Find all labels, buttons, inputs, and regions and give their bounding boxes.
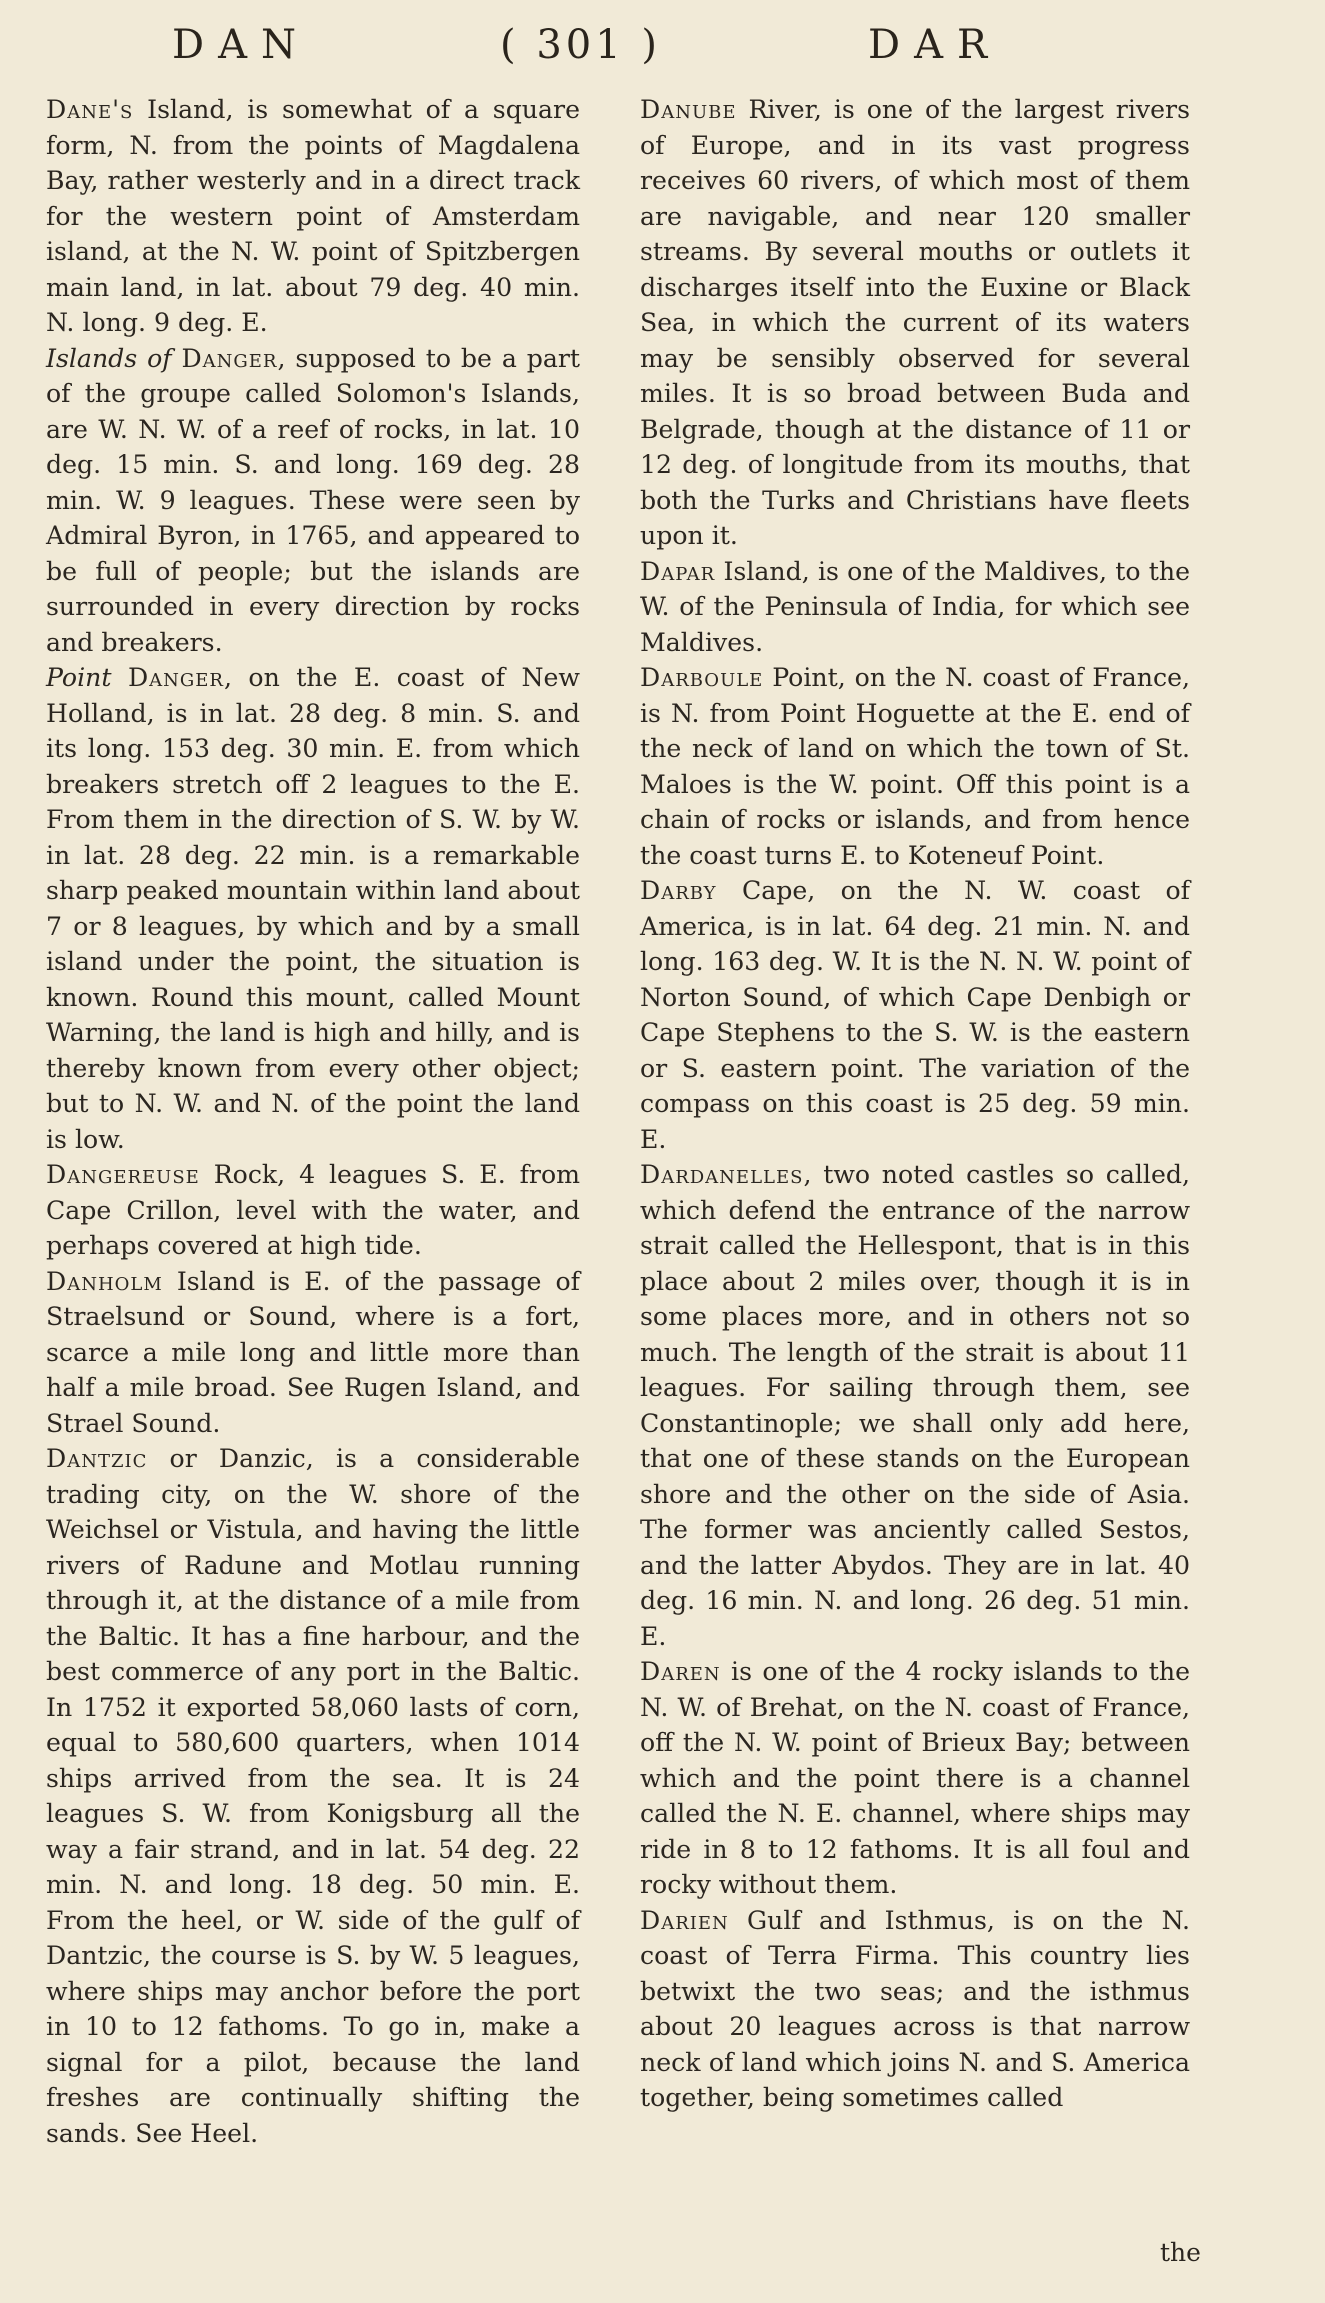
page-number: ( 301 ): [500, 22, 661, 68]
entry-text: Island, is somewhat of a square form, N. from the points of Magdalena Bay, rather westerly and in a direct track for the western point of Amsterdam island, at the N. W. point of Spitzbergen main land, in lat. about 79 deg. 40 min. N. long. 9 deg. E.: [46, 95, 580, 337]
dictionary-entry: [46, 341, 580, 661]
entry-text: Point, on the N. coast of France, is N. from Point Hoguette at the E. end of the neck of land on which the town of St. Maloes is the W. point. Off this point is a chain of rocks or islands, and from hence the coast turns E. to Koteneuf Point.: [640, 663, 1190, 870]
entry-headword: Darboule: [640, 663, 764, 692]
dictionary-entry: [640, 92, 1190, 554]
entry-headword: Daren: [640, 1657, 721, 1686]
entry-prefix: Islands of: [46, 343, 182, 373]
dictionary-entry: [46, 1264, 580, 1442]
entry-headword: Danube: [640, 95, 737, 124]
entry-text: Island is E. of the passage of Straelsund or Sound, where is a fort, scarce a mile long and little more than half a mile broad. See Rugen Island, and Strael Sound.: [46, 1266, 580, 1438]
entry-text: River, is one of the largest rivers of Europe, and in its vast progress receives 60 rivers, of which most of them are navigable, and near 120 smaller streams. By several mouths or outlets it discharges itself into the Euxine or Black Sea, in which the current of its waters may be sensibly observed for several miles. It is so broad between Buda and Belgrade, though at the distance of 11 or 12 deg. of longitude from its mouths, that both the Turks and Christians have fleets upon it.: [640, 95, 1190, 550]
entry-text: Rock, 4 leagues S. E. from Cape Crillon, level with the water, and perhaps covered at high tide.: [46, 1160, 580, 1260]
entry-text: Island, is one of the Maldives, to the W. of the Peninsula of India, for which see Maldives.: [640, 556, 1190, 657]
entry-headword: Dane's: [46, 95, 134, 124]
entry-text: , on the E. coast of New Holland, is in lat. 28 deg. 8 min. S. and its long. 153 deg. 30 min. E. from which breakers stretch off 2 leagues to the E. From them in the direction of S. W. by W. in lat. 28 deg. 22 min. is a remarkable sharp peaked mountain within land about 7 or 8 leagues, by which and by a small island under the point, the situation is known. Round this mount, called Mount Warning, the land is high and hilly, and is thereby known from every other object; but to N. W. and N. of the point the land is low.: [46, 663, 580, 1154]
right-text-column: [640, 92, 1190, 2116]
entry-text: , supposed to be a part of the groupe called Solomon's Islands, are W. N. W. of a reef of rocks, in lat. 10 deg. 15 min. S. and long. 169 deg. 28 min. W. 9 leagues. These were seen by Admiral Byron, in 1765, and appeared to be full of people; but the islands are surrounded in every direction by rocks and breakers.: [46, 343, 581, 657]
dictionary-entry: [46, 92, 580, 341]
running-head-left: DAN: [172, 22, 310, 68]
entry-text: Gulf and Isthmus, is on the N. coast of Terra Firma. This country lies betwixt the two seas; and the isthmus about 20 leagues across is that narrow neck of land which joins N. and S. America together, being sometimes called: [640, 1905, 1190, 2112]
entry-headword: Danger: [127, 663, 224, 692]
dictionary-entry: [640, 554, 1190, 661]
entry-headword: Darien: [640, 1905, 729, 1935]
running-head-right: DAR: [868, 22, 1002, 68]
entry-text: or Danzic, is a considerable trading city, on the W. shore of the Weichsel or Vistula, and having the little rivers of Radune and Motlau running through it, at the distance of a mile from the Baltic. It has a fine harbour, and the best commerce of any port in the Baltic. In 1752 it exported 58,060 lasts of corn, equal to 580,600 quarters, when 1014 ships arrived from the sea. It is 24 leagues S. W. from Konigsburg all the way a fair strand, and in lat. 54 deg. 22 min. N. and long. 18 deg. 50 min. E. From the heel, or W. side of the gulf of Dantzic, the course is S. by W. 5 leagues, where ships may anchor before the port in 10 to 12 fathoms. To go in, make a signal for a pilot, because the land freshes are continually shifting the sands. See Heel.: [46, 1444, 580, 2148]
entry-headword: Dapar: [640, 556, 716, 586]
dictionary-entry: [640, 1157, 1190, 1654]
dictionary-entry: [640, 873, 1190, 1157]
dictionary-entry: [640, 1654, 1190, 1903]
dictionary-entry: [640, 1903, 1190, 2116]
entry-text: , two noted castles so called, which defend the entrance of the narrow strait called the Hellespont, that is in this place about 2 miles over, though it is in some places more, and in others not so much. The length of the strait is about 11 leagues. For sailing through them, see Constantinople; we shall only add here, that one of these stands on the European shore and the other on the side of Asia. The former was anciently called Sestos, and the latter Abydos. They are in lat. 40 deg. 16 min. N. and long. 26 deg. 51 min. E.: [640, 1160, 1190, 1651]
entry-text: Cape, on the N. W. coast of America, is in lat. 64 deg. 21 min. N. and long. 163 deg. W. It is the N. N. W. point of Norton Sound, of which Cape Denbigh or Cape Stephens to the S. W. is the eastern or S. eastern point. The variation of the compass on this coast is 25 deg. 59 min. E.: [640, 876, 1190, 1154]
dictionary-entry: [46, 1441, 580, 2151]
entry-prefix: Point: [46, 663, 128, 692]
entry-headword: Danger: [181, 343, 278, 373]
entry-headword: Darby: [640, 876, 717, 905]
dictionary-entry: [640, 660, 1190, 873]
entry-text: is one of the 4 rocky islands to the N. W. of Brehat, on the N. coast of France, off the N. W. point of Brieux Bay; between which and the point there is a channel called the N. E. channel, where ships may ride in 8 to 12 fathoms. It is all foul and rocky without them.: [640, 1657, 1190, 1899]
catchword: the: [1160, 2238, 1201, 2267]
entry-headword: Dardanelles: [640, 1160, 804, 1189]
entry-headword: Dangereuse: [46, 1160, 200, 1189]
left-text-column: [46, 92, 580, 2151]
entry-headword: Danholm: [46, 1266, 163, 1296]
dictionary-entry: [46, 1157, 580, 1264]
dictionary-entry: [46, 660, 580, 1157]
entry-headword: Dantzic: [46, 1444, 148, 1473]
